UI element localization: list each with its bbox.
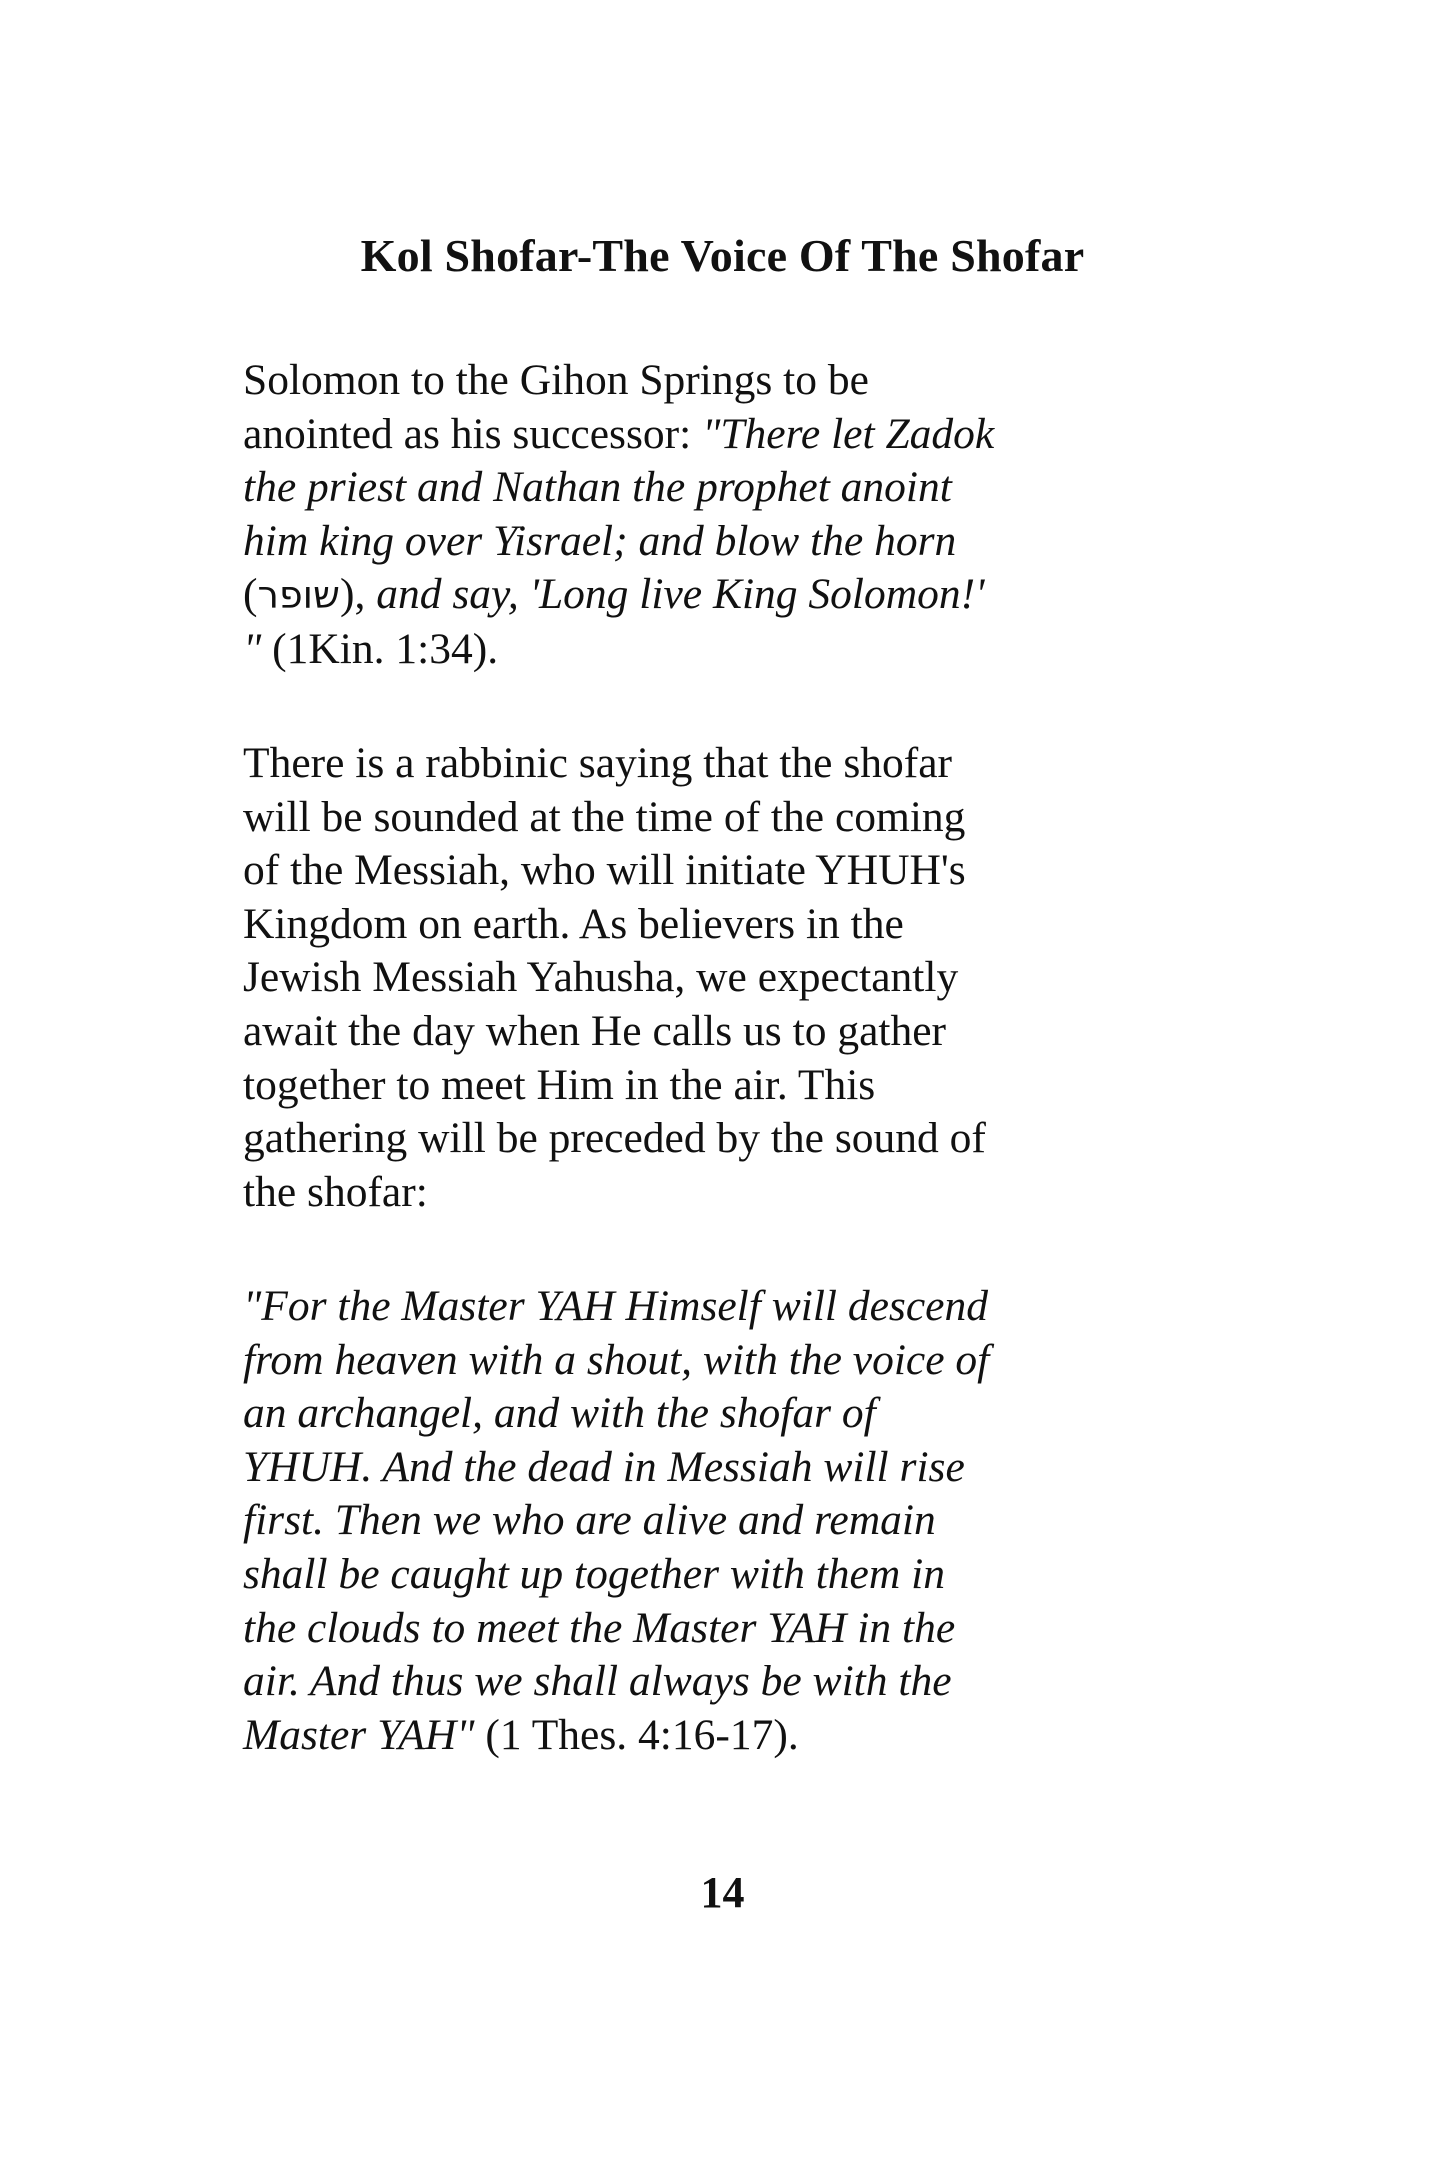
- text-line: him king over Yisrael; and blow the horn: [243, 516, 957, 565]
- text-line: [243, 623, 1073, 677]
- scripture-reference: (1 Thes. 4:16-17).: [474, 1710, 799, 1759]
- text-line: [243, 408, 1073, 462]
- text-line: air. And thus we shall always be with the: [243, 1657, 952, 1706]
- text-line: first. Then we who are alive and remain: [243, 1496, 936, 1545]
- text-line: "For the Master YAH Himself will descend: [243, 1282, 988, 1330]
- running-header: Kol Shofar-The Voice Of The Shofar: [360, 230, 1085, 281]
- quote-mark: ": [243, 624, 262, 673]
- text-line: await the day when He calls us to gather: [243, 1006, 947, 1055]
- text-line: shall be caught up together with them in: [243, 1549, 945, 1598]
- text-line: the clouds to meet the Master YAH in the: [243, 1603, 956, 1652]
- text-line: of the Messiah, who will initiate YHUH's: [243, 846, 966, 895]
- text-line: Kingdom on earth. As believers in the: [243, 899, 904, 948]
- text-line: from heaven with a shout, with the voice of: [243, 1335, 990, 1384]
- text-line: Solomon to the Gihon Springs to be: [243, 356, 869, 404]
- paragraph-thessalonians-quote: [243, 1280, 1073, 1762]
- paren-close: ),: [339, 570, 377, 619]
- hebrew-word: שופר: [257, 573, 340, 618]
- text-line: [243, 568, 1073, 623]
- text-line: YHUH. And the dead in Messiah will rise: [243, 1442, 965, 1491]
- quote-span: Master YAH": [243, 1710, 475, 1759]
- text-line: the priest and Nathan the prophet anoint: [243, 463, 952, 512]
- page-number: 14: [700, 1868, 745, 1917]
- paragraph-rabbinic-saying: [243, 737, 1073, 1219]
- text-line: [243, 1709, 1073, 1763]
- text-span: anointed as his successor:: [243, 409, 703, 458]
- text-line: will be sounded at the time of the coming: [243, 792, 966, 841]
- text-line: Jewish Messiah Yahusha, we expectantly: [243, 953, 959, 1002]
- text-line: together to meet Him in the air. This: [243, 1060, 876, 1109]
- text-line: an archangel, and with the shofar of: [243, 1389, 876, 1438]
- text-line: gathering will be preceded by the sound of: [243, 1114, 986, 1163]
- quote-span: "There let Zadok: [702, 409, 995, 458]
- scripture-reference: (1Kin. 1:34).: [261, 624, 499, 673]
- paren-open: (: [243, 570, 258, 619]
- text-line: There is a rabbinic saying that the shofar: [243, 739, 953, 787]
- paragraph-solomon-anointing: [243, 354, 1073, 677]
- quote-span: and say, 'Long live King Solomon!': [376, 570, 985, 619]
- text-line: the shofar:: [243, 1167, 428, 1216]
